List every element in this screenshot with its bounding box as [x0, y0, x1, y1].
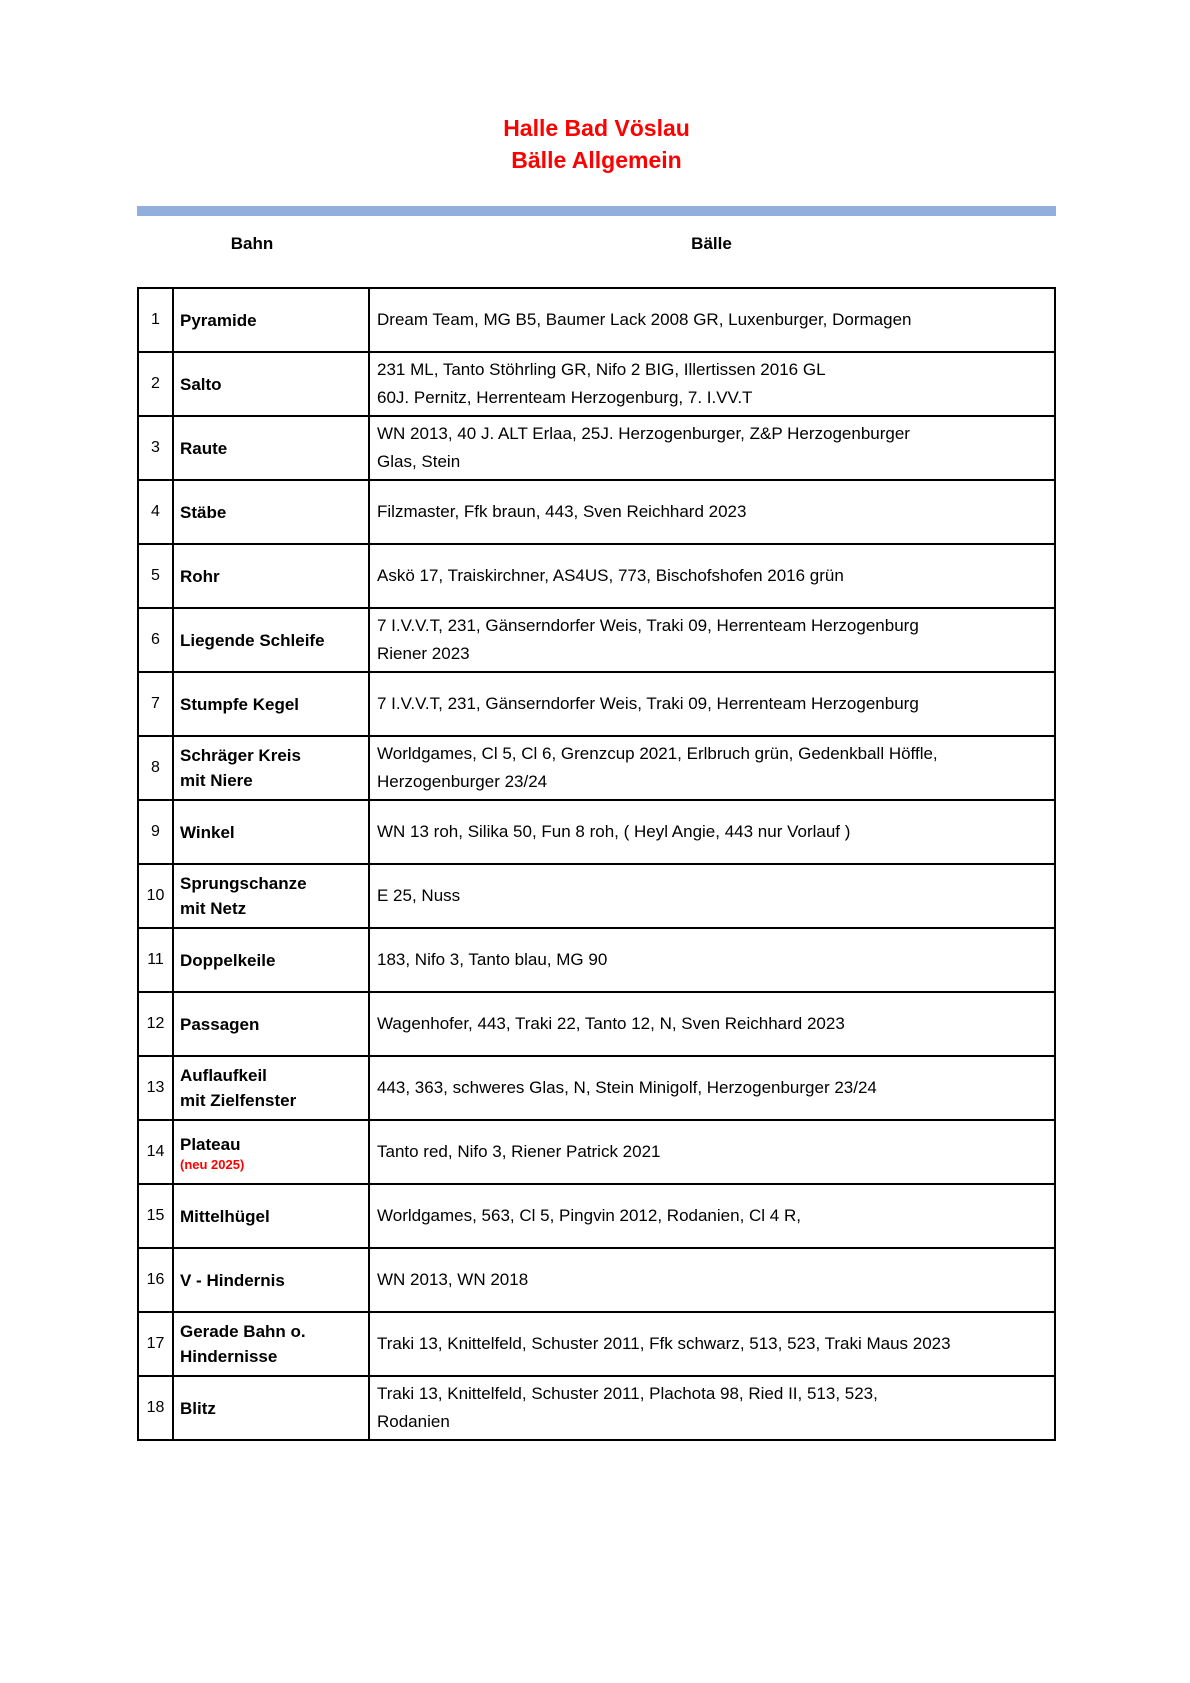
lane-balls: WN 2013, 40 J. ALT Erlaa, 25J. Herzogenburger, Z&P Herzogenburger Glas, Stein — [369, 416, 1055, 480]
table-row — [138, 480, 1055, 544]
lane-name: Stäbe — [180, 502, 227, 522]
lane-balls: E 25, Nuss — [369, 864, 1055, 928]
lane-name: Passagen — [180, 1014, 260, 1034]
lane-name: Plateau — [180, 1134, 241, 1154]
lane-name-cell — [173, 352, 369, 416]
lane-name: Liegende Schleife — [180, 630, 325, 650]
lane-number: 9 — [138, 800, 173, 864]
lane-name-cell — [173, 992, 369, 1056]
lane-balls: WN 2013, WN 2018 — [369, 1248, 1055, 1312]
lane-name: Sprungschanze mit Netz — [180, 874, 307, 918]
lane-balls: Traki 13, Knittelfeld, Schuster 2011, Plachota 98, Ried II, 513, 523, Rodanien — [369, 1376, 1055, 1440]
lane-number: 15 — [138, 1184, 173, 1248]
table-row — [138, 1312, 1055, 1376]
lane-number: 1 — [138, 288, 173, 352]
lanes-table-body — [138, 288, 1055, 1440]
lane-balls: Worldgames, 563, Cl 5, Pingvin 2012, Rodanien, Cl 4 R, — [369, 1184, 1055, 1248]
lane-balls: Wagenhofer, 443, Traki 22, Tanto 12, N, Sven Reichhard 2023 — [369, 992, 1055, 1056]
lane-balls: Askö 17, Traiskirchner, AS4US, 773, Bischofshofen 2016 grün — [369, 544, 1055, 608]
table-row — [138, 736, 1055, 800]
lane-number: 7 — [138, 672, 173, 736]
lane-name: Blitz — [180, 1398, 216, 1418]
column-header-bahn: Bahn — [230, 234, 274, 253]
table-row — [138, 352, 1055, 416]
lane-number: 10 — [138, 864, 173, 928]
table-row — [138, 1376, 1055, 1440]
lane-number: 5 — [138, 544, 173, 608]
column-header-baelle: Bälle — [691, 234, 732, 253]
page-title — [137, 112, 1056, 176]
lane-number: 16 — [138, 1248, 173, 1312]
lane-name-cell — [173, 928, 369, 992]
lane-balls: 231 ML, Tanto Stöhrling GR, Nifo 2 BIG, Illertissen 2016 GL 60J. Pernitz, Herrenteam Herzogenburg, 7. I.VV.T — [369, 352, 1055, 416]
lane-name: Pyramide — [180, 310, 257, 330]
lane-number: 14 — [138, 1120, 173, 1184]
lane-name: Raute — [180, 438, 228, 458]
table-row — [138, 1120, 1055, 1184]
lane-number: 17 — [138, 1312, 173, 1376]
lane-name-cell — [173, 864, 369, 928]
lane-name-cell — [173, 800, 369, 864]
lane-balls: Filzmaster, Ffk braun, 443, Sven Reichhard 2023 — [369, 480, 1055, 544]
lane-balls: 183, Nifo 3, Tanto blau, MG 90 — [369, 928, 1055, 992]
lane-name-cell — [173, 608, 369, 672]
lane-name: Schräger Kreis mit Niere — [180, 746, 301, 790]
lane-name: Auflaufkeil mit Zielfenster — [180, 1066, 297, 1110]
table-row — [138, 928, 1055, 992]
table-row — [138, 672, 1055, 736]
lane-name-cell — [173, 1312, 369, 1376]
lane-number: 11 — [138, 928, 173, 992]
column-headers — [137, 233, 1056, 255]
lane-number: 4 — [138, 480, 173, 544]
lane-balls: 443, 363, schweres Glas, N, Stein Minigolf, Herzogenburger 23/24 — [369, 1056, 1055, 1120]
lane-balls: Worldgames, Cl 5, Cl 6, Grenzcup 2021, Erlbruch grün, Gedenkball Höffle, Herzogenburger 23/24 — [369, 736, 1055, 800]
lane-number: 18 — [138, 1376, 173, 1440]
lane-name-cell — [173, 288, 369, 352]
lane-name-cell — [173, 480, 369, 544]
table-row — [138, 608, 1055, 672]
lane-name-cell — [173, 544, 369, 608]
table-row — [138, 864, 1055, 928]
lane-number: 13 — [138, 1056, 173, 1120]
lane-name-cell — [173, 1120, 369, 1184]
lane-name: V - Hindernis — [180, 1270, 285, 1290]
lane-note: (neu 2025) — [180, 1156, 245, 1172]
lane-number: 3 — [138, 416, 173, 480]
table-row — [138, 1056, 1055, 1120]
table-row — [138, 800, 1055, 864]
lanes-table — [137, 287, 1056, 1441]
lane-balls: WN 13 roh, Silika 50, Fun 8 roh, ( Heyl Angie, 443 nur Vorlauf ) — [369, 800, 1055, 864]
table-row — [138, 992, 1055, 1056]
lane-name: Doppelkeile — [180, 950, 276, 970]
lane-balls: Traki 13, Knittelfeld, Schuster 2011, Ffk schwarz, 513, 523, Traki Maus 2023 — [369, 1312, 1055, 1376]
lane-name: Mittelhügel — [180, 1206, 270, 1226]
lane-number: 8 — [138, 736, 173, 800]
page-title-line1: Halle Bad Vöslau — [503, 115, 690, 141]
lane-name: Rohr — [180, 566, 220, 586]
lane-name-cell — [173, 1056, 369, 1120]
lane-name-cell — [173, 672, 369, 736]
divider-bar — [137, 206, 1056, 216]
lane-name-cell — [173, 416, 369, 480]
table-row — [138, 416, 1055, 480]
table-row — [138, 288, 1055, 352]
lane-number: 12 — [138, 992, 173, 1056]
lane-name: Winkel — [180, 822, 235, 842]
lane-balls: 7 I.V.V.T, 231, Gänserndorfer Weis, Traki 09, Herrenteam Herzogenburg — [369, 672, 1055, 736]
lane-name-cell — [173, 736, 369, 800]
lane-name: Salto — [180, 374, 222, 394]
lane-name-cell — [173, 1376, 369, 1440]
lane-balls: 7 I.V.V.T, 231, Gänserndorfer Weis, Traki 09, Herrenteam Herzogenburg Riener 2023 — [369, 608, 1055, 672]
lane-balls: Tanto red, Nifo 3, Riener Patrick 2021 — [369, 1120, 1055, 1184]
table-row — [138, 1248, 1055, 1312]
table-row — [138, 1184, 1055, 1248]
page-title-line2: Bälle Allgemein — [511, 147, 682, 173]
table-row — [138, 544, 1055, 608]
page — [137, 0, 1056, 1441]
lane-number: 6 — [138, 608, 173, 672]
lane-name-cell — [173, 1184, 369, 1248]
lane-name: Stumpfe Kegel — [180, 694, 300, 714]
lane-balls: Dream Team, MG B5, Baumer Lack 2008 GR, Luxenburger, Dormagen — [369, 288, 1055, 352]
lane-name: Gerade Bahn o. Hindernisse — [180, 1322, 306, 1366]
lane-number: 2 — [138, 352, 173, 416]
lane-name-cell — [173, 1248, 369, 1312]
